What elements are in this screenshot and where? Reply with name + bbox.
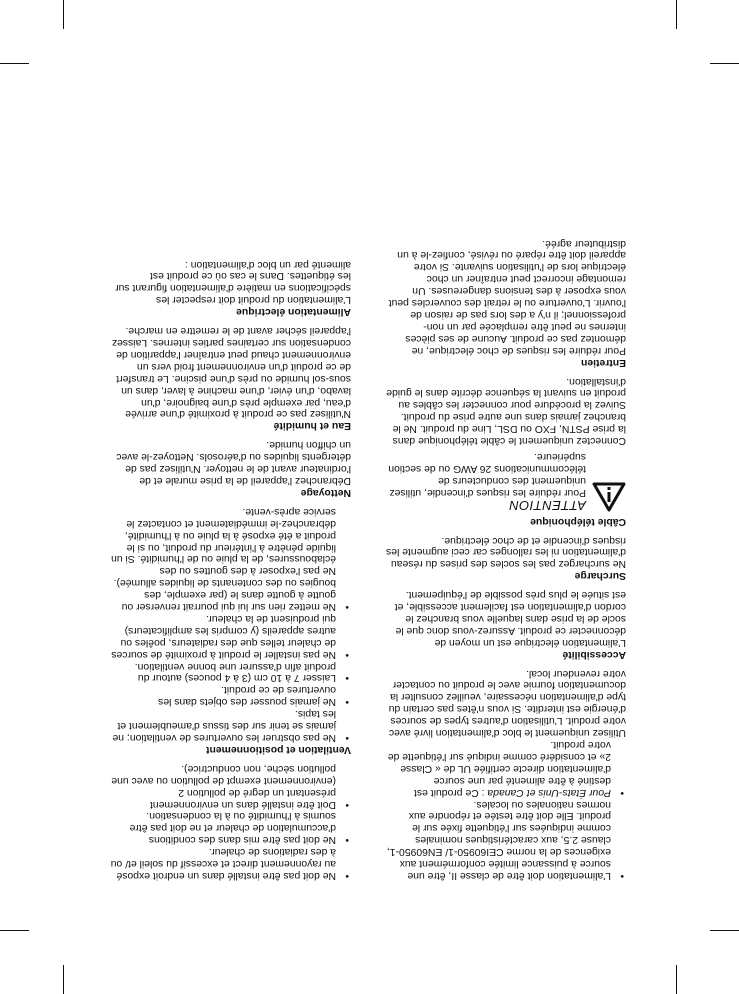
usage-paragraph: Utilisez uniquement le bloc d'alimentation livré avec votre produit. L'utilisation d'autres types de sources d'énergie est interdite. Si vous n'êtes pas certain du type d'alimentation nécessaire, veuillez consulter la documentation fournie avec le produit ou contacter votre revendeur local. bbox=[388, 667, 626, 739]
section-heading-phone-cable: Câble téléphonique bbox=[530, 515, 626, 527]
power-supply-bullets bbox=[386, 738, 626, 881]
warning-body bbox=[386, 450, 586, 512]
warning-block bbox=[386, 450, 626, 512]
section-heading-ventilation: Ventilation et positionnement bbox=[206, 743, 351, 755]
ventilation-bullets bbox=[109, 505, 351, 743]
section-heading-maintenance: Entretien bbox=[580, 356, 626, 368]
water-text: N'utilisez pas ce produit à proximité d'une arrivée d'eau, par exemple près d'une baignoire, d'un lavabo, d'un évier, d'une machine à laver, dans un sous-sol humide ou près d'une piscine. Le transfert de ce produit d'un environnement froid vers un environnement chaud peut entraîner l'apparition de condensation sur certaines parties internes. Laissez l'appareil sécher avant de le remettre en marche. bbox=[111, 325, 351, 420]
left-column bbox=[386, 237, 626, 881]
list-item: • Ne mettez rien sur lui qui pourrait renverser ou goutte à goutte dans le (par exemple, des bougies ou des contenants de liquides allumée). Ne pas l'exposer à des gouttes ou des éclaboussures, de la pluie ou de l'humidité. Si un liquide pénètre à l'intérieur du produit, ou si le produit a été exposé à la pluie ou à l'humidité, débranchez-le immédiatement et contactez le service après-vente. bbox=[109, 505, 336, 612]
list-item: • Ne jamais pousser des objets dans les ouvertures de ce produit. bbox=[109, 684, 336, 708]
power-text: L'alimentation du produit doit respecter les spécifications en matière d'alimentation figurant sur les étiquettes. Dans le cas où ce produit est alimenté par un bloc d'alimentation : bbox=[115, 258, 351, 306]
maintenance-text: Pour réduire les risques de choc électrique, ne démontez pas ce produit. Aucune de ses pièces internes ne peut être remplacée par un non-professionnel; il n'y a des lors pas de raison de l'ouvrir. L'ouverture ou le retrait des couvercles peut vous exposer à des tensions dangereuses. Un remontage incorrect peut entraîner un choc électrique lors de l'utilisation suivante. Si votre appareil doit être réparé ou révisé, confiez-le à un distributeur agréé. bbox=[388, 237, 626, 356]
canada-text: : Ce produit est destiné à être alimenté par une source d'alimentation directe certifiée UL de « Classe 2» et considéré comme indiqué sur l'étiquette de votre produit. bbox=[387, 739, 611, 798]
canada-emphasis: Pour États-Unis et Canada bbox=[487, 786, 611, 798]
phone-cable-paragraph: Suivez la procédure pour connecter les câbles au produit en suivant la séquence décrite dans le guide d'installation. bbox=[386, 375, 626, 411]
cleaning-text: Débranchez l'appareil de la prise murale et de l'ordinateur avant de le nettoyer. N'utilisez pas de détergents liquides ou d'aérosols. Nettoyez-le avec un chiffon humide. bbox=[116, 439, 351, 486]
phone-cable-paragraph: Connectez uniquement le câble téléphonique dans la prise PSTN, FXO ou DSL, Line du produit. Ne le branchez jamais dans une autre prise du produit. bbox=[392, 411, 626, 447]
list-item: • L'alimentation doit être de classe II, être une source à puissance limitée conformément aux exigences de la norme CEI60950-1/ EN60950-1, clause 2.5, aux caractéristiques nominales comme indiquées sur l'étiquette fixée sur le produit. Elle doit être testée et répondre aux normes nationales ou locales. bbox=[386, 798, 611, 881]
section-heading-water: Eau et humidité bbox=[273, 420, 351, 432]
section-heading-overload: Surcharge bbox=[574, 570, 626, 582]
list-item: • Ne pas installer le produit à proximité de sources de chaleur telles que des radiateurs, poêles ou autres appareils (y compris les amplificateurs) qui produisent de la chaleur. bbox=[109, 612, 336, 660]
section-heading-cleaning: Nettoyage bbox=[300, 486, 351, 498]
right-column bbox=[109, 258, 351, 881]
list-item bbox=[386, 738, 611, 798]
warning-title: ATTENTION bbox=[508, 497, 586, 513]
list-item: • Ne doit pas être installé dans un endroit exposé au rayonnement direct et excessif du soleil et/ ou à des radiations de chaleur. bbox=[109, 845, 336, 881]
list-item: • Laisser 7 à 10 cm (3 à 4 pouces) autour du produit afin d'assurer une bonne ventilation. bbox=[109, 660, 336, 684]
section-heading-power: Alimentation électrique bbox=[236, 306, 351, 318]
list-item: • Ne pas obstruer les ouvertures de ventilation; ne jamais se tenir sur des tissus d'ameublement et les tapis. bbox=[109, 707, 336, 743]
environment-bullets bbox=[109, 762, 351, 881]
section-heading-accessibility: Accessibilité bbox=[562, 648, 626, 660]
overload-text: Ne surchargez pas les socles des prises du réseau d'alimentation ni les rallonges car ceci augmente les risques d'incendie et de choc électrique. bbox=[386, 534, 626, 570]
list-item: • Doit être installé dans un environnement présentant un degré de pollution 2 (environnement exempt de pollution ou avec une pollution sèche, non conductrice). bbox=[109, 762, 336, 810]
warning-text: Pour réduire les risques d'incendie, utilisez uniquement des conducteurs de télécommunications 26 AWG ou de section supérieure. bbox=[388, 451, 586, 498]
warning-triangle-icon bbox=[592, 450, 626, 512]
list-item: • Ne doit pas être mis dans des conditions d'accumulation de chaleur et ne doit pas être soumis à l'humidité ou à la condensation. bbox=[109, 810, 336, 846]
accessibility-text: L'alimentation électrique est un moyen de déconnecter ce produit. Assurez-vous donc que le socle de la prise dans laquelle vous branchez le cordon d'alimentation est facilement accessible, et est située le plus près possible de l'équipement. bbox=[394, 589, 626, 648]
